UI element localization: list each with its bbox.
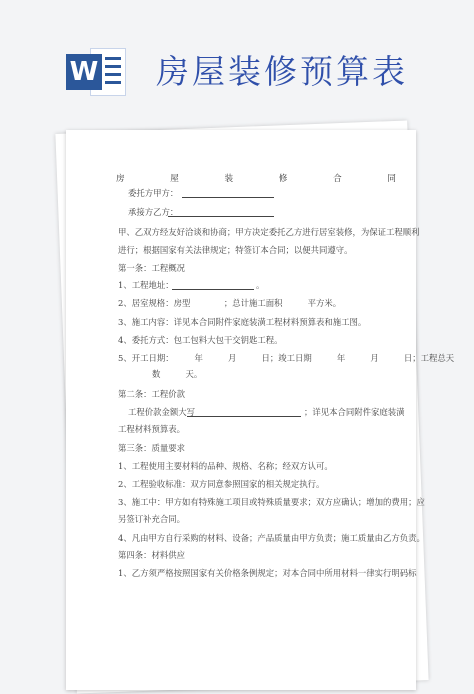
title-char: 修	[278, 174, 288, 184]
clause-text: 数 天。	[152, 369, 203, 379]
price-blank	[187, 416, 301, 417]
clause-text: 3、施工中：甲方如有特殊施工项目或特殊质量要求；双方应确认；增加的费用；应	[118, 497, 425, 507]
party-a-label: 委托方甲方：	[128, 188, 179, 198]
clause-text: 2、工程验收标准：双方同意参照国家的相关规定执行。	[118, 479, 325, 489]
word-letter-badge: W	[66, 54, 102, 90]
section-heading: 第一条：工程概况	[118, 263, 185, 273]
title-char: 屋	[170, 174, 179, 184]
section-heading: 第二条：工程价款	[118, 389, 185, 399]
title-char: 装	[224, 174, 234, 184]
clause-text: 5、开工日期： 年 月 日；竣工日期 年 月 日；工程总天	[118, 353, 455, 363]
clause-text: 1、工程使用主要材料的品种、规格、名称；经双方认可。	[118, 461, 333, 471]
title-char: 房	[116, 174, 125, 184]
party-b-blank	[168, 216, 274, 217]
party-a-blank	[182, 197, 274, 198]
preamble-line: 进行；根据国家有关法律规定；特签订本合同；以便共同遵守。	[118, 245, 353, 255]
clause-text: 另签订补充合同。	[118, 514, 185, 524]
section-heading: 第三条：质量要求	[118, 443, 185, 453]
title-char: 同	[387, 174, 396, 184]
clause-text: 。	[256, 280, 265, 290]
clause-text: 工程材料预算表。	[118, 424, 185, 434]
word-icon	[66, 42, 126, 100]
contract-title	[116, 172, 396, 184]
preamble-line: 甲、乙双方经友好洽谈和协商；甲方决定委托乙方进行居室装修，为保证工程顺利	[118, 227, 420, 237]
page-title: 房屋装修预算表	[156, 52, 408, 91]
clause-text: 2、居室规格：房型 ；总计施工面积 平方米。	[118, 298, 342, 308]
clause-text: 1、乙方须严格按照国家有关价格条例规定；对本合同中所用材料一律实行明码标	[118, 568, 417, 578]
clause-text: 工程价款金额大写	[128, 407, 195, 417]
party-b-label: 承接方乙方：	[128, 207, 179, 217]
header-banner	[0, 0, 474, 118]
address-blank	[172, 289, 254, 290]
clause-text: 3、施工内容：详见本合同附件家庭装潢工程材料预算表和施工图。	[118, 317, 367, 327]
clause-text: 4、凡由甲方自行采购的材料、设备；产品质量由甲方负责；施工质量由乙方负责。	[118, 533, 425, 543]
section-heading: 第四条：材料供应	[118, 550, 185, 560]
clause-text: 4、委托方式：包工包料大包干交钥匙工程。	[118, 335, 283, 345]
title-char: 合	[333, 174, 342, 184]
clause-text: 1、工程地址：	[118, 280, 174, 290]
clause-text: ；详见本合同附件家庭装潢	[304, 407, 405, 417]
